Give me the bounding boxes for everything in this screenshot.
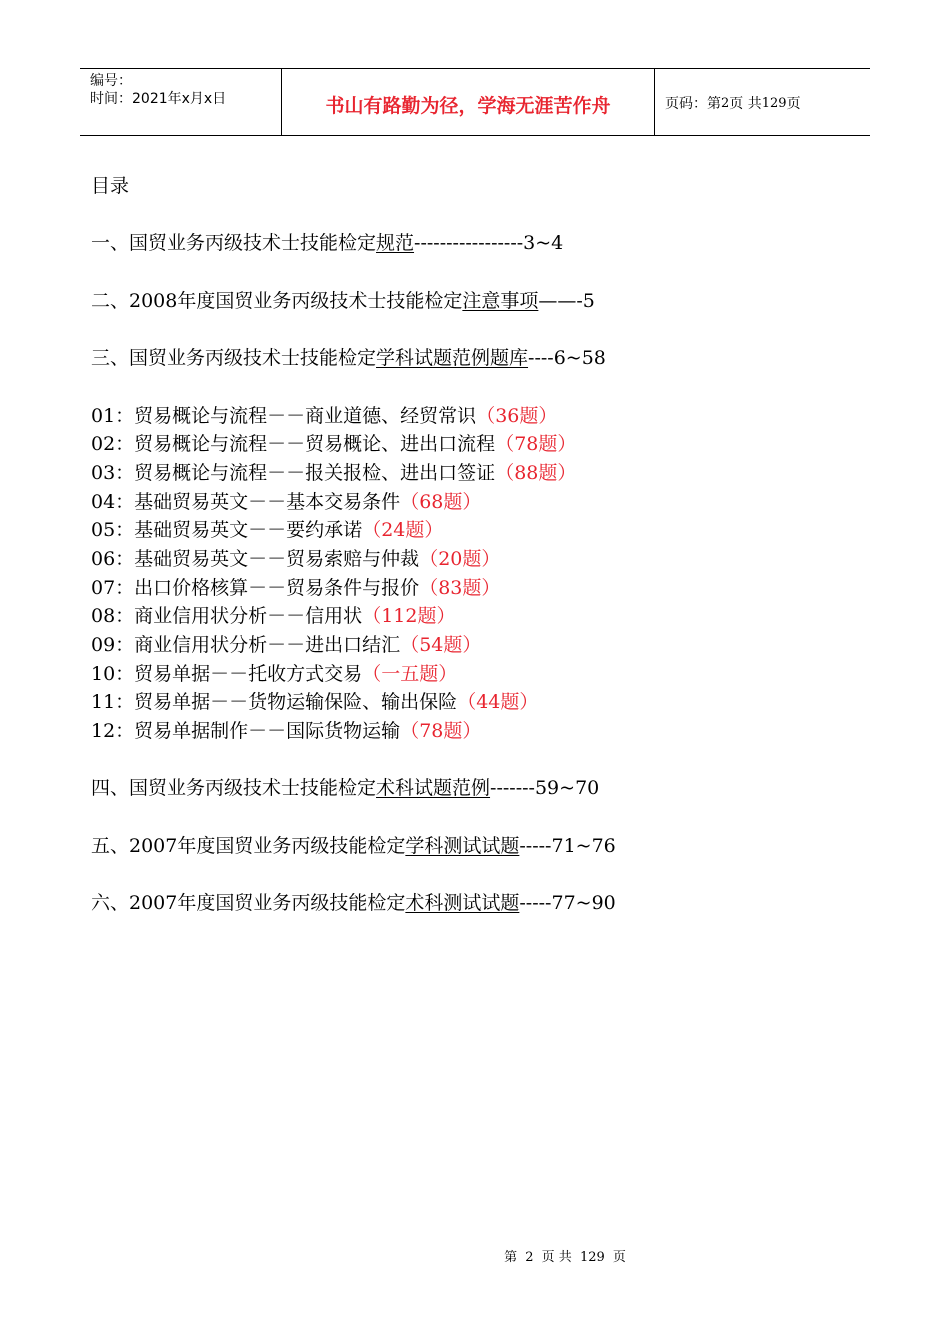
list-item bbox=[91, 660, 891, 689]
item-count: （一五题） bbox=[362, 662, 458, 685]
time-label: 时间：2021年x月x日 bbox=[90, 91, 227, 107]
footer-total: 129 bbox=[579, 1250, 605, 1265]
item-text: 08：商业信用状分析－－信用状 bbox=[91, 605, 363, 628]
item-text: 02：贸易概论与流程－－贸易概论、进出口流程 bbox=[91, 433, 496, 456]
toc-section-2-text: 二、2008年度国贸业务丙级技术士技能检定 bbox=[91, 289, 463, 312]
list-item bbox=[91, 459, 891, 488]
toc-section-3-link[interactable]: 学科试题范例题库 bbox=[376, 347, 529, 370]
toc-section-5-pages: -----71~76 bbox=[519, 834, 616, 857]
item-count: （88题） bbox=[495, 461, 577, 484]
item-count: （112题） bbox=[362, 605, 456, 628]
toc-section-1[interactable] bbox=[91, 229, 891, 258]
toc-section-1-link[interactable]: 规范 bbox=[376, 232, 415, 255]
toc-section-4-text: 四、国贸业务丙级技术士技能检定 bbox=[91, 777, 377, 800]
toc-section-3-pages: ----6~58 bbox=[528, 347, 606, 370]
list-item bbox=[91, 545, 891, 574]
list-item bbox=[91, 402, 891, 431]
toc-section-4-pages: -------59~70 bbox=[490, 777, 600, 800]
toc-section-2[interactable] bbox=[91, 287, 891, 316]
list-item bbox=[91, 430, 891, 459]
table-of-contents bbox=[91, 172, 891, 918]
list-item bbox=[91, 631, 891, 660]
item-count: （78题） bbox=[400, 720, 482, 743]
toc-section-6-text: 六、2007年度国贸业务丙级技能检定 bbox=[91, 892, 406, 915]
item-count: （78题） bbox=[495, 433, 577, 456]
list-item bbox=[91, 717, 891, 746]
toc-section-3[interactable] bbox=[91, 344, 891, 373]
list-item bbox=[91, 488, 891, 517]
item-text: 09：商业信用状分析－－进出口结汇 bbox=[91, 634, 401, 656]
page-total: 129 bbox=[761, 95, 787, 111]
toc-title: 目录 bbox=[91, 175, 130, 197]
item-text: 12：贸易单据制作－－国际货物运输 bbox=[91, 720, 401, 743]
footer-suffix: 页 bbox=[612, 1250, 626, 1265]
item-text: 11：贸易单据－－货物运输保险、输出保险 bbox=[91, 691, 458, 714]
page-number: 2 bbox=[721, 95, 730, 111]
item-text: 10：贸易单据－－托收方式交易 bbox=[91, 662, 363, 685]
code-label: 编号： bbox=[90, 73, 132, 89]
item-count: （68题） bbox=[400, 490, 482, 513]
page-suffix: 页 bbox=[786, 96, 801, 112]
item-text: 01：贸易概论与流程－－商业道德、经贸常识 bbox=[91, 404, 477, 427]
toc-section-5[interactable] bbox=[91, 832, 891, 861]
header-meta bbox=[80, 69, 282, 135]
toc-section-1-text: 一、国贸业务丙级技术士技能检定 bbox=[91, 232, 377, 255]
footer-page-number: 2 bbox=[525, 1250, 534, 1265]
toc-section-6-link[interactable]: 术科测试试题 bbox=[405, 892, 520, 915]
item-count: （44题） bbox=[457, 691, 539, 714]
footer-prefix: 第 bbox=[504, 1250, 518, 1265]
page-mid: 页 共 bbox=[729, 96, 762, 112]
page-header bbox=[80, 68, 870, 136]
page-footer bbox=[0, 1246, 950, 1265]
list-item bbox=[91, 688, 891, 717]
list-item bbox=[91, 602, 891, 631]
list-item bbox=[91, 574, 891, 603]
footer-mid: 页 共 bbox=[541, 1250, 572, 1265]
item-text: 05：基础贸易英文－－要约承诺 bbox=[91, 519, 363, 542]
header-motto: 书山有路勤为径，学海无涯苦作舟 bbox=[282, 69, 655, 135]
toc-section-4[interactable] bbox=[91, 774, 891, 803]
toc-section-2-link[interactable]: 注意事项 bbox=[462, 289, 539, 312]
toc-section-3-text: 三、国贸业务丙级技术士技能检定 bbox=[91, 347, 377, 370]
list-item bbox=[91, 516, 891, 545]
item-count: （36题） bbox=[476, 404, 558, 427]
toc-section-4-link[interactable]: 术科试题范例 bbox=[376, 777, 491, 800]
item-text: 03：贸易概论与流程－－报关报检、进出口签证 bbox=[91, 461, 496, 484]
page-prefix: 页码：第 bbox=[665, 96, 721, 112]
item-count: （54题） bbox=[400, 634, 482, 656]
header-page-info bbox=[655, 69, 870, 135]
item-count: （83题） bbox=[419, 576, 501, 599]
toc-section-2-pages: ——-5 bbox=[538, 289, 595, 312]
item-count: （24题） bbox=[362, 519, 444, 542]
item-text: 04：基础贸易英文－－基本交易条件 bbox=[91, 490, 401, 513]
toc-section-6-pages: -----77~90 bbox=[519, 892, 616, 915]
item-count: （20题） bbox=[419, 547, 501, 570]
toc-section-5-text: 五、2007年度国贸业务丙级技能检定 bbox=[91, 834, 406, 857]
toc-section-5-link[interactable]: 学科测试试题 bbox=[405, 834, 520, 857]
item-text: 06：基础贸易英文－－贸易索赔与仲裁 bbox=[91, 547, 420, 570]
toc-section-6[interactable] bbox=[91, 889, 891, 918]
item-text: 07：出口价格核算－－贸易条件与报价 bbox=[91, 576, 420, 599]
toc-section-1-pages: -----------------3~4 bbox=[414, 232, 564, 255]
